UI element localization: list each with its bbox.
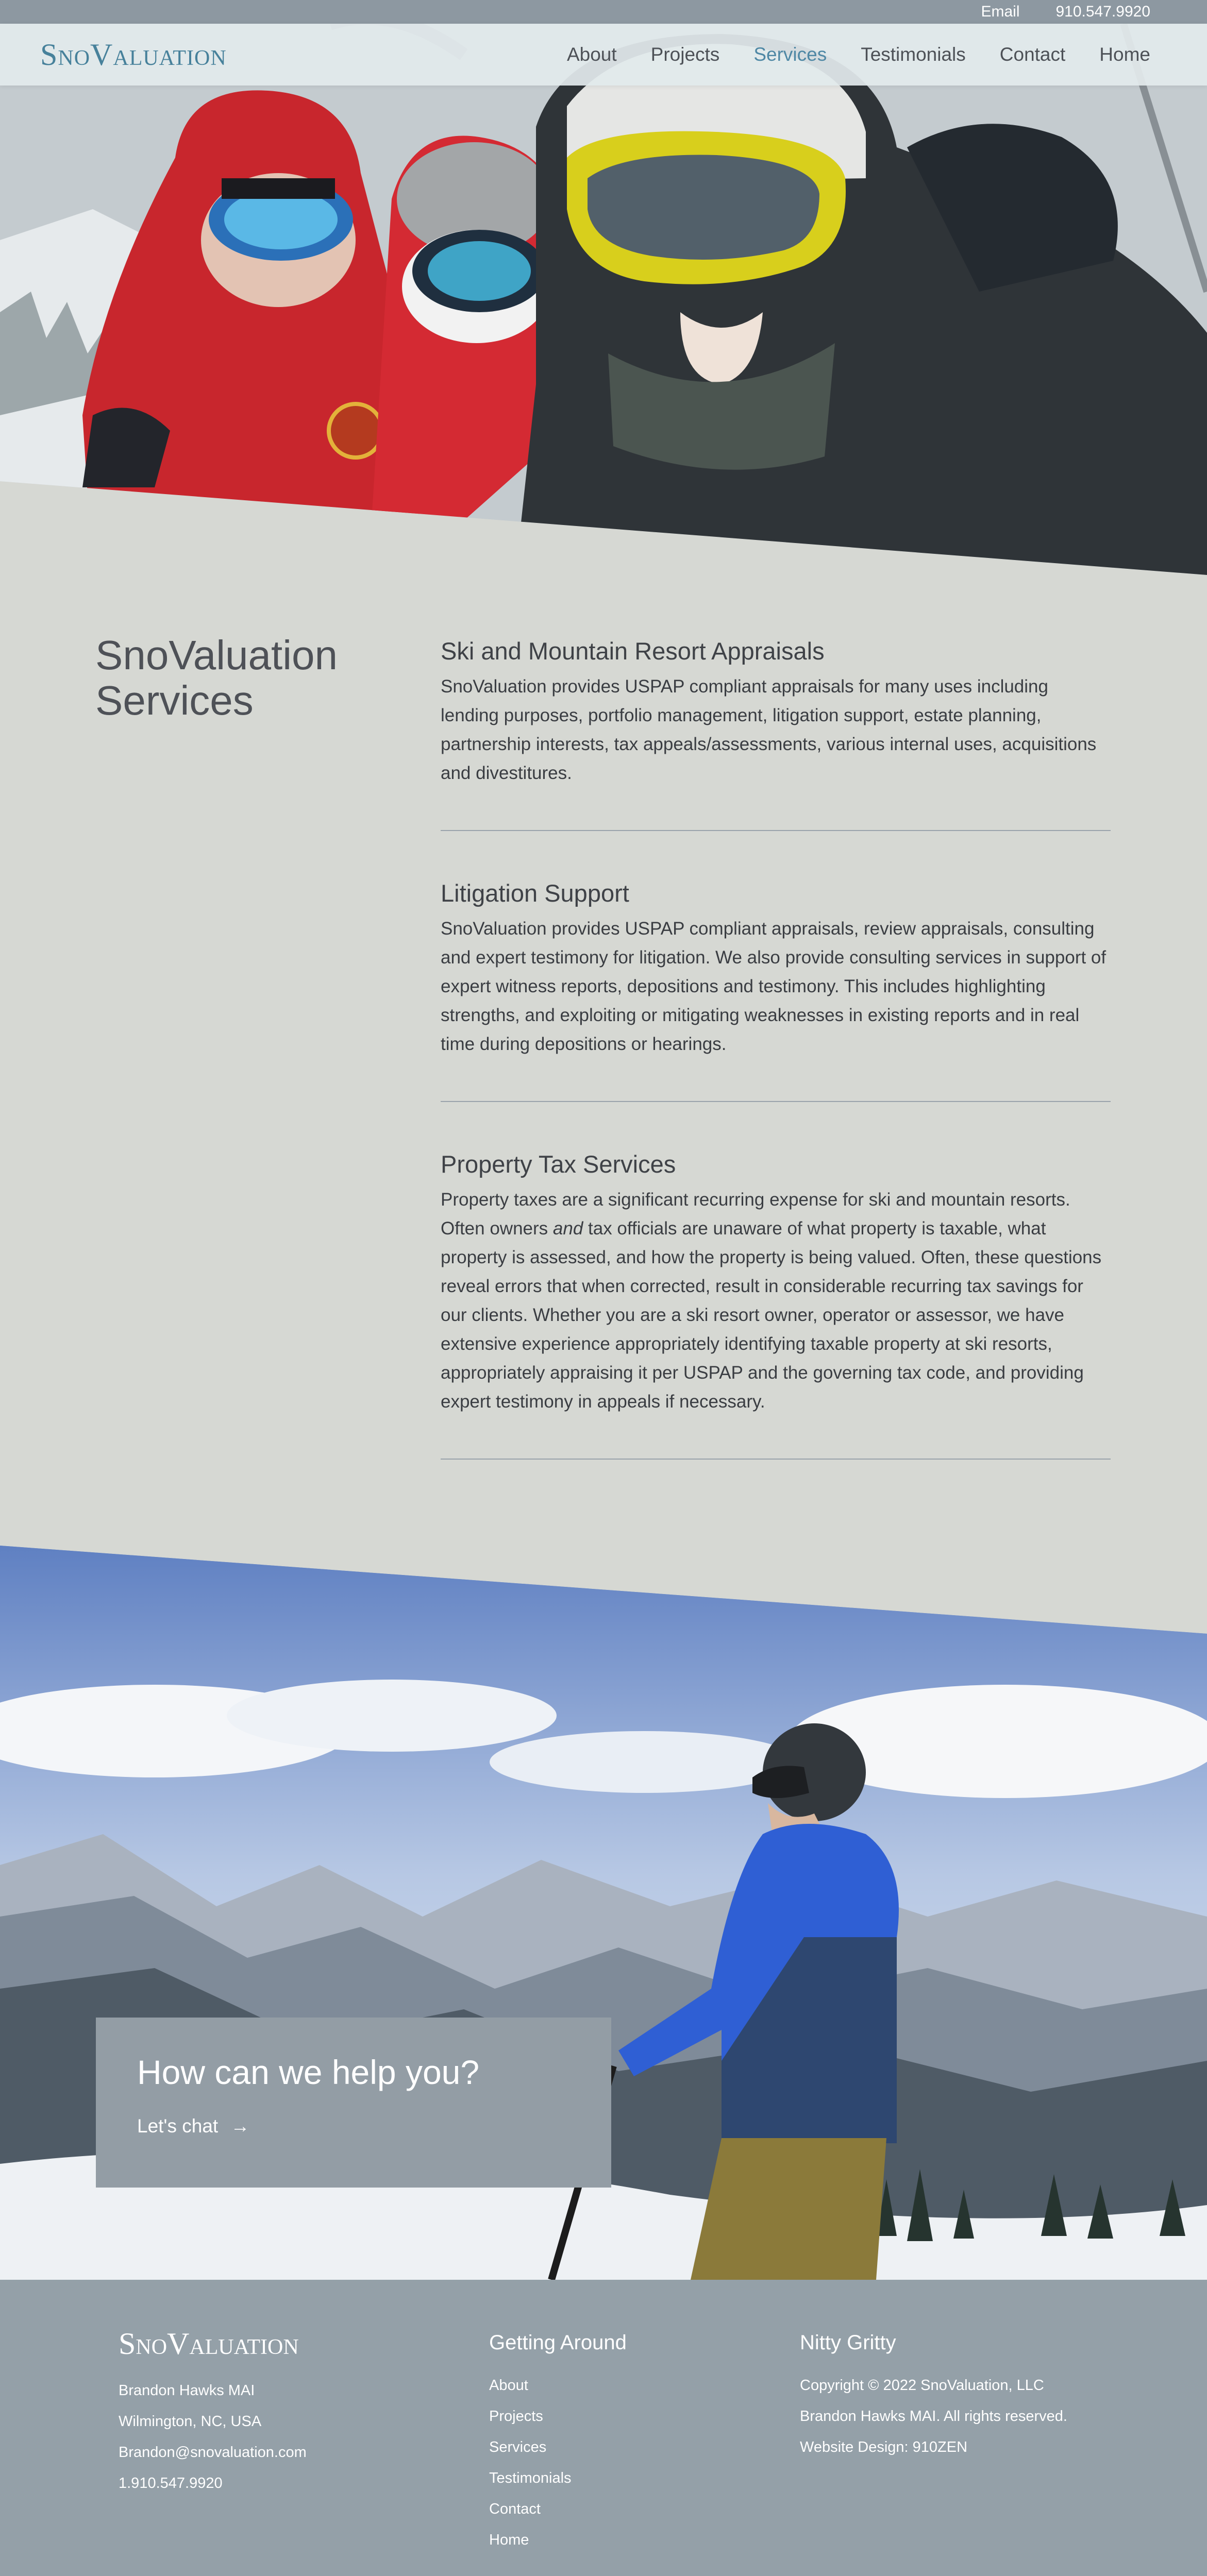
footer-link-projects[interactable]: Projects (489, 2408, 543, 2425)
footer-link-contact[interactable]: Contact (489, 2501, 541, 2517)
arrow-right-icon: → (230, 2115, 250, 2137)
footer-phone-link[interactable]: 1.910.547.9920 (119, 2475, 223, 2492)
service-title: Ski and Mountain Resort Appraisals (441, 637, 825, 665)
site-footer (0, 2280, 1207, 2576)
nav-link-services[interactable]: Services (753, 44, 827, 65)
footer-link-home[interactable]: Home (489, 2532, 529, 2548)
nav-link-testimonials[interactable]: Testimonials (861, 44, 966, 65)
footer-nitty-gritty-column (800, 2331, 1067, 2463)
footer-contact-column (119, 2327, 307, 2499)
site-logo[interactable]: SnoValuation (40, 37, 227, 72)
service-description: SnoValuation provides USPAP compliant appraisals for many uses including lending purposes, portfolio management, litigation support, estate planning, partnership interests, tax appeals/assessments, various internal uses, acquisitions and divestitures. (441, 676, 1097, 783)
service-property-tax (441, 1150, 1111, 1460)
service-description: SnoValuation provides USPAP compliant appraisals, review appraisals, consulting and expert testimony for litigation. We also provide consulting services in support of expert witness reports, depositions and testimony. This includes highlighting strengths, and exploiting or mitigating weaknesses in existing reports and in real time during depositions or hearings. (441, 919, 1107, 1054)
footer-link-about[interactable]: About (489, 2377, 528, 2394)
phone-link[interactable]: 910.547.9920 (1055, 3, 1150, 20)
services-title-line1: SnoValuation (95, 632, 338, 678)
service-divider (441, 1101, 1111, 1102)
footer-nitty-gritty-title: Nitty Gritty (800, 2331, 896, 2354)
utility-bar (0, 0, 1207, 24)
footer-location: Wilmington, NC, USA (119, 2413, 262, 2430)
main-navigation (0, 24, 1207, 86)
cta-box (96, 2018, 611, 2188)
service-title: Litigation Support (441, 879, 629, 907)
footer-copyright: Copyright © 2022 SnoValuation, LLC (800, 2377, 1044, 2394)
footer-link-services[interactable]: Services (489, 2439, 547, 2455)
hero-photo-skiers (0, 24, 1207, 575)
nav-links (567, 44, 1150, 65)
nav-link-about[interactable]: About (566, 44, 617, 65)
services-title-line2: Services (95, 677, 254, 723)
service-litigation-support (441, 879, 1111, 1102)
hero-photo-illustration (0, 24, 1207, 575)
footer-getting-around-title: Getting Around (489, 2331, 627, 2354)
nav-link-projects[interactable]: Projects (650, 44, 720, 65)
service-description: Property taxes are a significant recurring expense for ski and mountain resorts. Often owners and tax officials are unaware of what property is taxable, what property is assessed, and how the property is being valued. Often, these questions reveal errors that when corrected, result in considerable recurring tax savings for our clients. Whether you are a ski resort owner, operator or assessor, we have extensive experience appropriately identifying taxable property at ski resorts, appropriately appraising it per USPAP and the governing tax code, and providing expert testimony in appeals if necessary. (441, 1190, 1102, 1412)
emphasis-and: and (552, 1218, 583, 1239)
footer-rights: Brandon Hawks MAI. All rights reserved. (800, 2408, 1067, 2425)
services-page-title (95, 633, 384, 723)
footer-website-design-link[interactable]: Website Design: 910ZEN (800, 2439, 968, 2455)
footer-link-testimonials[interactable]: Testimonials (489, 2470, 572, 2486)
footer-name: Brandon Hawks MAI (119, 2382, 255, 2399)
cta-title: How can we help you? (137, 2053, 480, 2091)
email-link[interactable]: Email (981, 3, 1020, 20)
service-divider (441, 1459, 1111, 1460)
nav-link-contact[interactable]: Contact (999, 44, 1066, 65)
footer-email-link[interactable]: Brandon@snovaluation.com (119, 2444, 307, 2461)
service-ski-resort-appraisals (441, 637, 1111, 831)
service-divider (441, 830, 1111, 831)
service-title: Property Tax Services (441, 1150, 676, 1178)
lets-chat-link[interactable] (137, 2115, 250, 2137)
nav-link-home[interactable]: Home (1099, 44, 1150, 65)
footer-logo[interactable]: SnoValuation (119, 2327, 299, 2361)
lets-chat-label: Let's chat (137, 2115, 219, 2137)
footer-getting-around-column (489, 2331, 627, 2555)
